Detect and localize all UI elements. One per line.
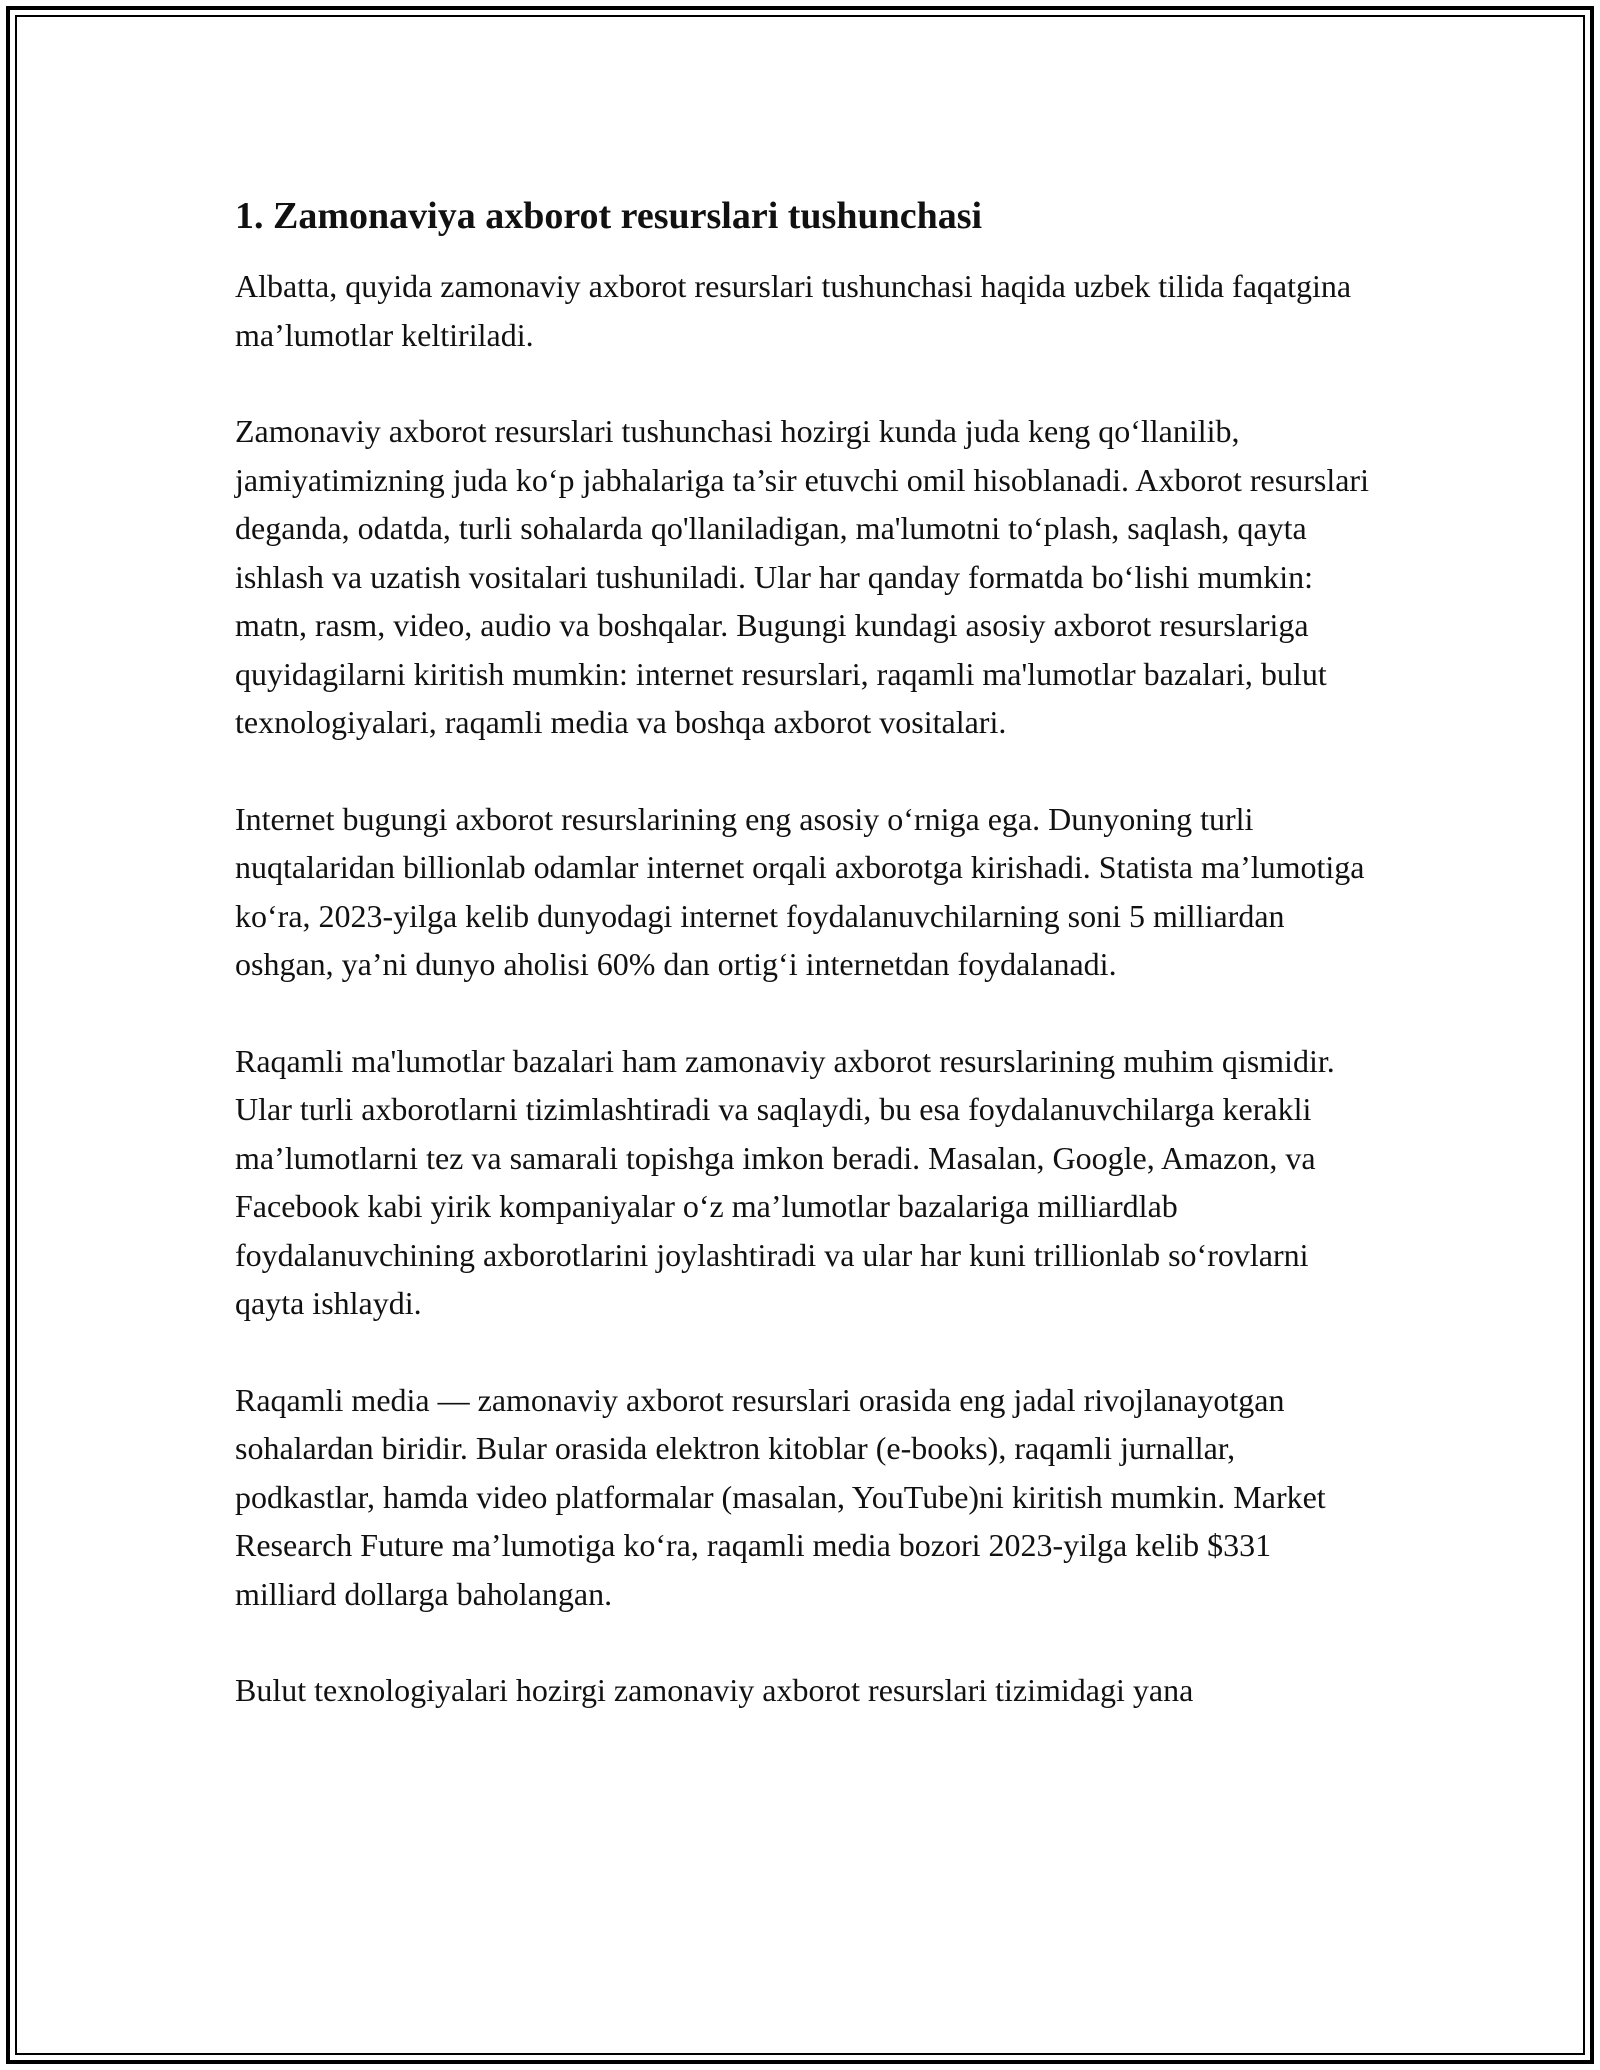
paragraph-cloud: Bulut texnologiyalari hozirgi zamonaviy axborot resurslari tizimidagi yana (235, 1672, 1194, 1708)
document-body (235, 188, 1375, 1763)
paragraph-digital-media: Raqamli media — zamonaviy axborot resurslari orasida eng jadal rivojlanayotgan sohalardan biridir. Bular orasida elektron kitoblar (e-books), raqamli jurnallar, podkastlar, hamda video platformalar (masalan, YouTube)ni kiritish mumkin. Market Research Future ma’lumotiga ko‘ra, raqamli media bozori 2023-yilga kelib $331 milliard dollarga baholangan. (235, 1381, 1326, 1612)
paragraph-definition: Zamonaviy axborot resurslari tushunchasi hozirgi kunda juda keng qo‘llanilib, jamiyatimizning juda ko‘p jabhalariga ta’sir etuvchi omil hisoblanadi. Axborot resurslari deganda, odatda, turli sohalarda qo'llaniladigan, ma'lumotni to‘plash, saqlash, qayta ishlash va uzatish vositalari tushuniladi. Ular har qanday formatda bo‘lishi mumkin: matn, rasm, video, audio va boshqalar. Bugungi kundagi asosiy axborot resurslariga quyidagilarni kiritish mumkin: internet resurslari, raqamli ma'lumotlar bazalari, bulut texnologiyalari, raqamli media va boshqa axborot vositalari. (235, 413, 1369, 740)
paragraph-intro: Albatta, quyida zamonaviy axborot resurslari tushunchasi haqida uzbek tilida faqatgina ma’lumotlar keltiriladi. (235, 268, 1352, 353)
section-heading: 1. Zamonaviya axborot resurslari tushunchasi (235, 195, 983, 237)
paragraph-databases: Raqamli ma'lumotlar bazalari ham zamonaviy axborot resurslarining muhim qismidir. Ular turli axborotlarni tizimlashtiradi va saqlaydi, bu esa foydalanuvchilarga kerakli ma’lumotlarni tez va samarali topishga imkon beradi. Masalan, Google, Amazon, va Facebook kabi yirik kompaniyalar o‘z ma’lumotlar bazalariga milliardlab foydalanuvchining axborotlarini joylashtiradi va ular har kuni trillionlab so‘rovlarni qayta ishlaydi. (235, 1042, 1335, 1321)
paragraph-internet: Internet bugungi axborot resurslarining eng asosiy o‘rniga ega. Dunyoning turli nuqtalaridan billionlab odamlar internet orqali axborotga kirishadi. Statista ma’lumotiga ko‘ra, 2023-yilga kelib dunyodagi internet foydalanuvchilarning soni 5 milliardan oshgan, ya’ni dunyo aholisi 60% dan ortig‘i internetdan foydalanadi. (235, 800, 1365, 982)
